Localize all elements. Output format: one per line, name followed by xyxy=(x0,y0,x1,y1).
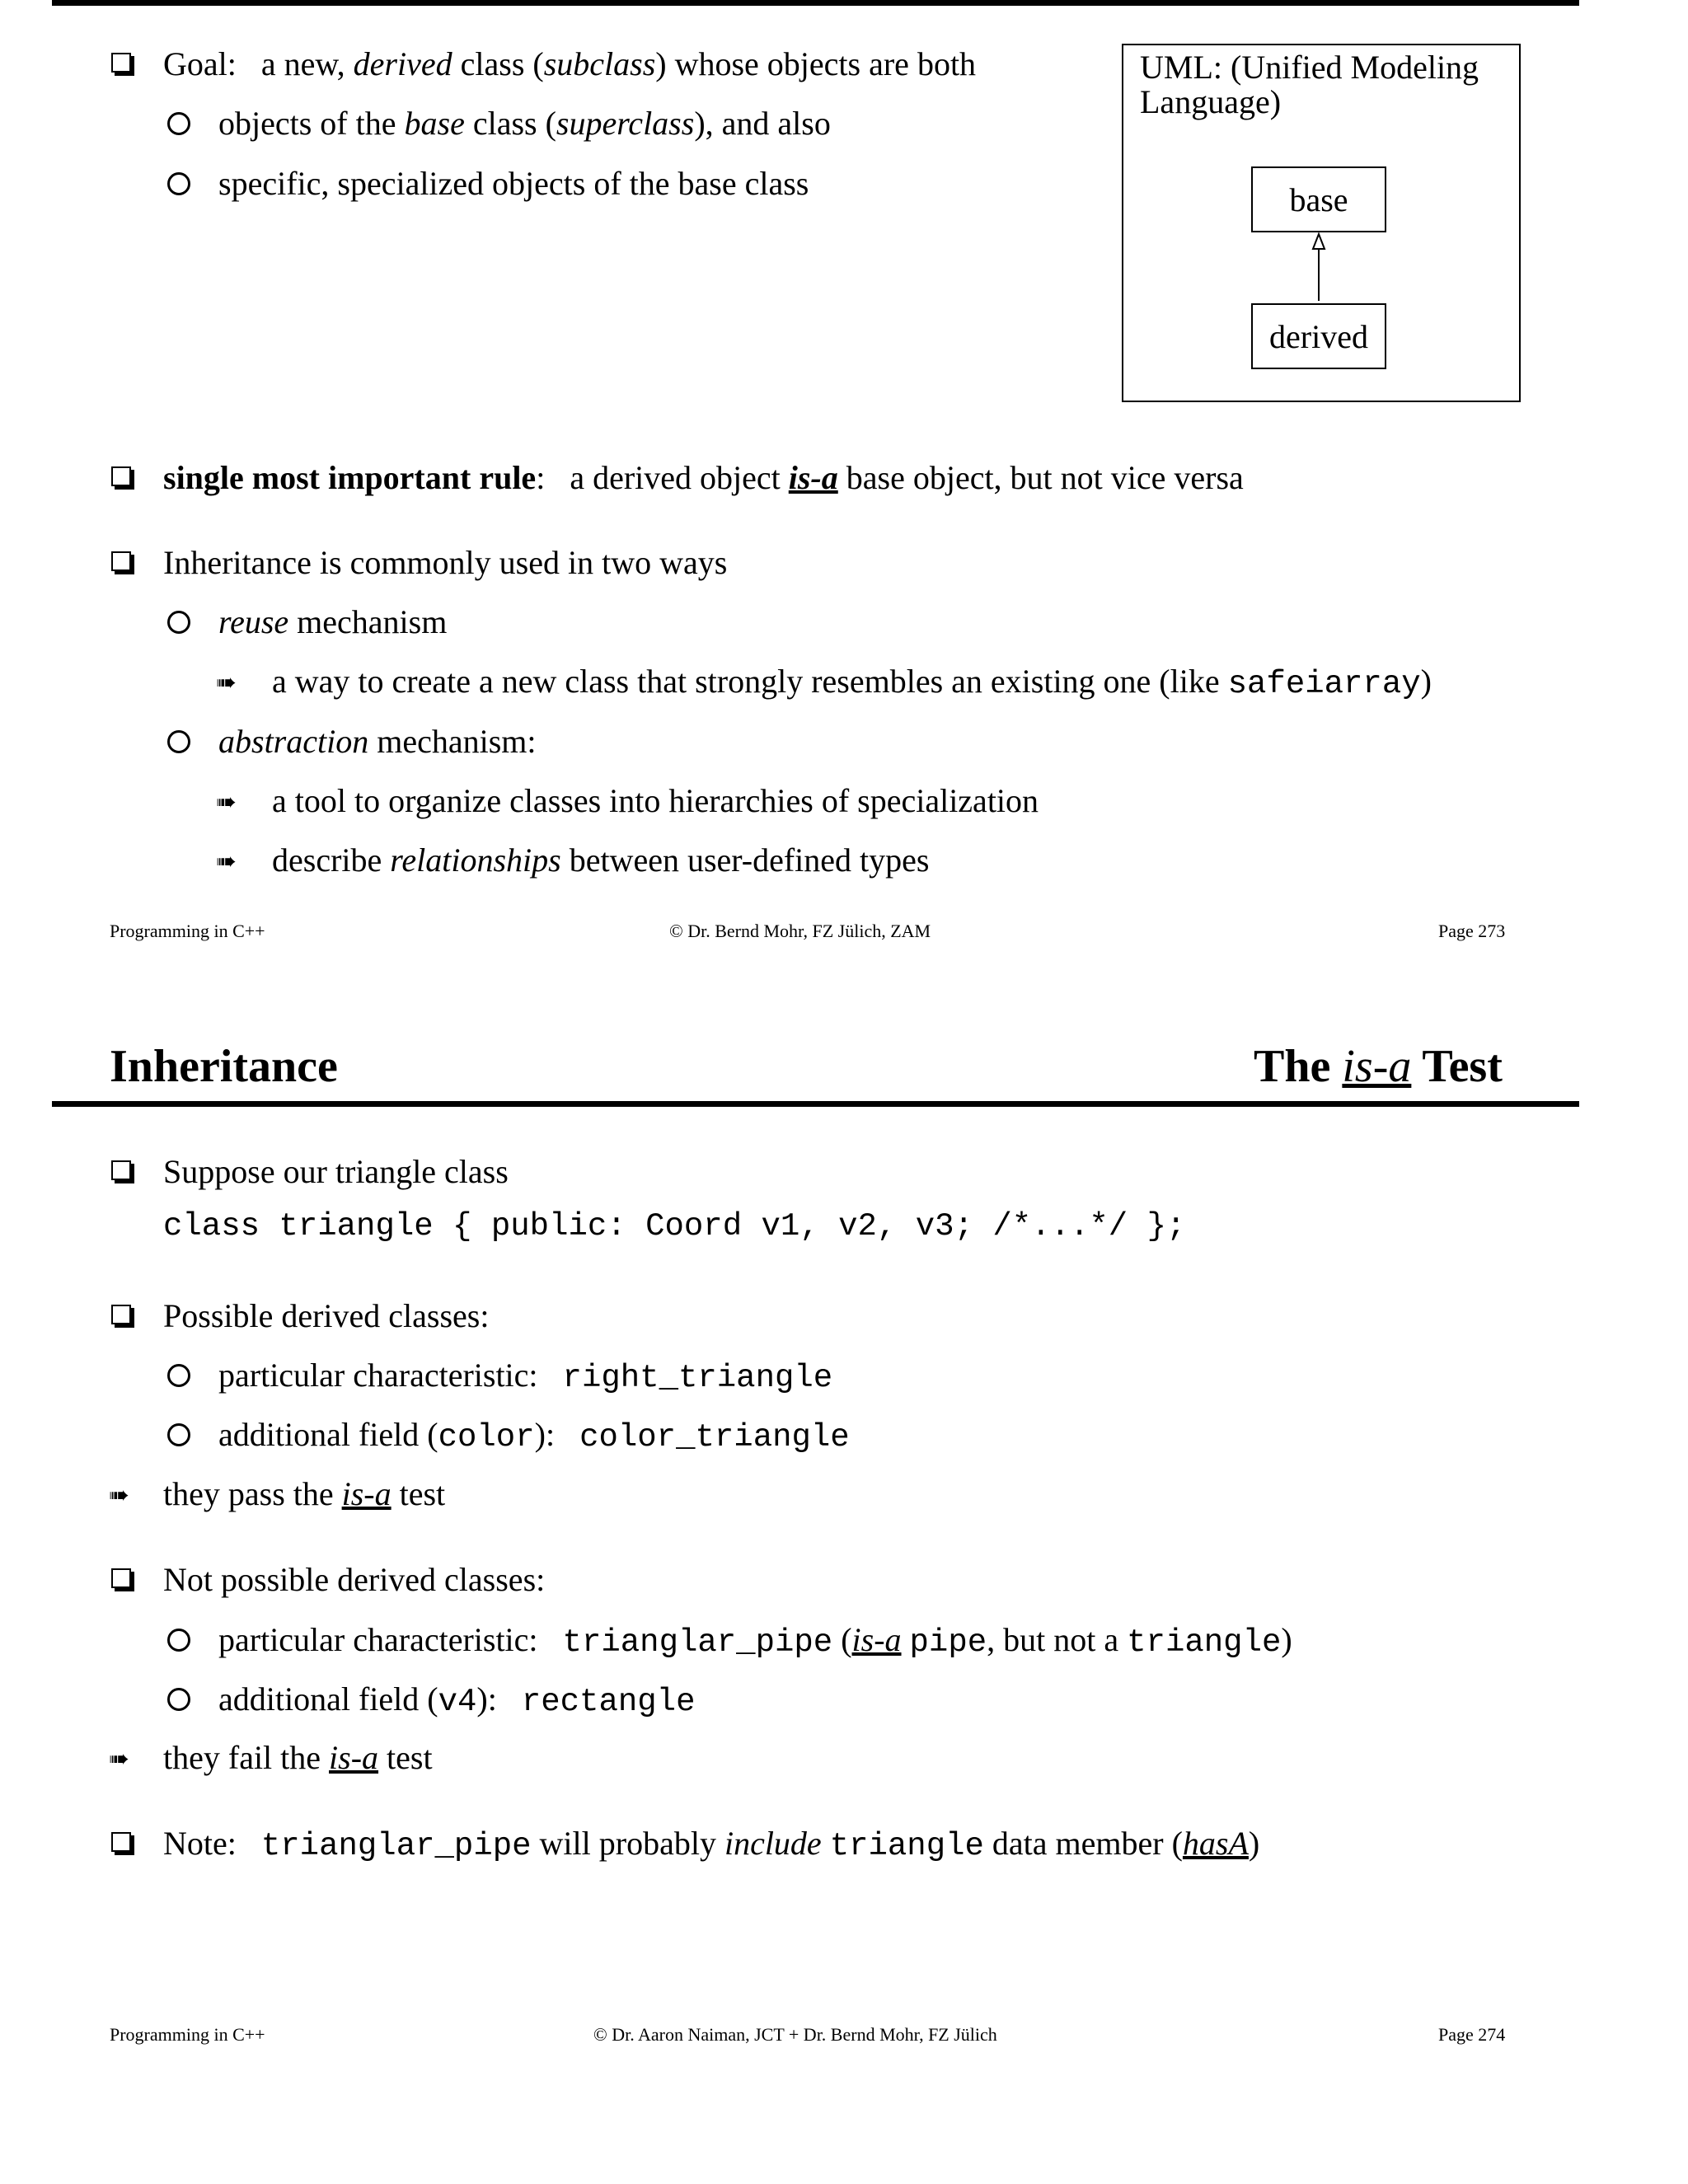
circle-bullet-icon xyxy=(167,1364,190,1387)
possible-item-2: additional field (color): color_triangle xyxy=(218,1416,850,1455)
square-bullet-icon xyxy=(111,1160,131,1180)
right-arrow-bullet-icon: ➠ xyxy=(109,1481,130,1510)
goal-sub-base: objects of the base class (superclass), and also xyxy=(218,105,831,142)
goal-line: Goal: a new, derived class (subclass) whose objects are both xyxy=(163,45,977,82)
page-subtitle: The is-a Test xyxy=(1254,1041,1503,1092)
right-arrow-bullet-icon: ➠ xyxy=(216,668,237,697)
circle-bullet-icon xyxy=(167,112,190,135)
abstraction-desc-1: a tool to organize classes into hierarchies of specialization xyxy=(272,782,1039,819)
uml-diagram xyxy=(1122,44,1521,402)
reuse-mechanism: reuse mechanism xyxy=(218,603,448,640)
right-arrow-bullet-icon: ➠ xyxy=(216,788,237,817)
square-bullet-icon xyxy=(111,551,131,571)
term-derived: derived xyxy=(353,45,452,82)
right-arrow-bullet-icon: ➠ xyxy=(109,1745,130,1774)
inheritance-uses: Inheritance is commonly used in two ways xyxy=(163,544,728,581)
page-title: Inheritance xyxy=(110,1041,338,1092)
possible-derived: Possible derived classes: xyxy=(163,1297,490,1334)
right-arrow-bullet-icon: ➠ xyxy=(216,847,237,876)
footer-page-number: Page 273 xyxy=(1438,921,1506,941)
uml-derived-class: derived xyxy=(1251,303,1386,369)
reuse-description: a way to create a new class that strongly resembles an existing one (like safeiarray) xyxy=(272,663,1432,702)
important-rule: single most important rule: a derived object is-a base object, but not vice versa xyxy=(163,459,1244,496)
term-is-a: is-a xyxy=(788,459,838,496)
square-bullet-icon xyxy=(111,1832,131,1852)
not-possible-item-1: particular characteristic: trianglar_pipe (is-a pipe, but not a triangle) xyxy=(218,1621,1292,1661)
circle-bullet-icon xyxy=(167,1629,190,1652)
footer-center: © Dr. Bernd Mohr, FZ Jülich, ZAM xyxy=(669,921,931,941)
circle-bullet-icon xyxy=(167,730,190,753)
footer-left: Programming in C++ xyxy=(110,921,265,941)
not-possible-item-2: additional field (v4): rectangle xyxy=(218,1680,696,1720)
suppose-text: Suppose our triangle class xyxy=(163,1153,509,1190)
top-rule xyxy=(52,0,1579,6)
circle-bullet-icon xyxy=(167,1423,190,1446)
abstraction-mechanism: abstraction mechanism: xyxy=(218,723,537,760)
term-subclass: subclass xyxy=(543,45,656,82)
square-bullet-icon xyxy=(111,466,131,486)
note-has-a: Note: trianglar_pipe will probably include triangle data member (hasA) xyxy=(163,1825,1260,1864)
square-bullet-icon xyxy=(111,1305,131,1324)
goal-sub-specific: specific, specialized objects of the base class xyxy=(218,165,809,202)
abstraction-desc-2: describe relationships between user-defined types xyxy=(272,841,930,879)
fail-isa-test: they fail the is-a test xyxy=(163,1739,433,1776)
circle-bullet-icon xyxy=(167,172,190,195)
footer-left: Programming in C++ xyxy=(110,2024,265,2045)
code-safeiarray: safeiarray xyxy=(1227,666,1421,702)
possible-item-1: particular characteristic: right_triangle xyxy=(218,1357,833,1396)
circle-bullet-icon xyxy=(167,1688,190,1711)
goal-label: Goal: xyxy=(163,45,237,82)
uml-caption: UML: (Unified Modeling Language) xyxy=(1140,49,1479,120)
square-bullet-icon xyxy=(111,53,131,73)
square-bullet-icon xyxy=(111,1568,131,1588)
footer-page-number: Page 274 xyxy=(1438,2024,1506,2045)
not-possible-derived: Not possible derived classes: xyxy=(163,1561,546,1598)
code-triangle-class: class triangle { public: Coord v1, v2, v3; /*...*/ }; xyxy=(163,1208,1186,1244)
uml-base-class: base xyxy=(1251,166,1386,232)
footer-center: © Dr. Aaron Naiman, JCT + Dr. Bernd Mohr, FZ Jülich xyxy=(593,2024,997,2045)
header-rule xyxy=(52,1101,1579,1107)
circle-bullet-icon xyxy=(167,611,190,634)
pass-isa-test: they pass the is-a test xyxy=(163,1475,446,1512)
